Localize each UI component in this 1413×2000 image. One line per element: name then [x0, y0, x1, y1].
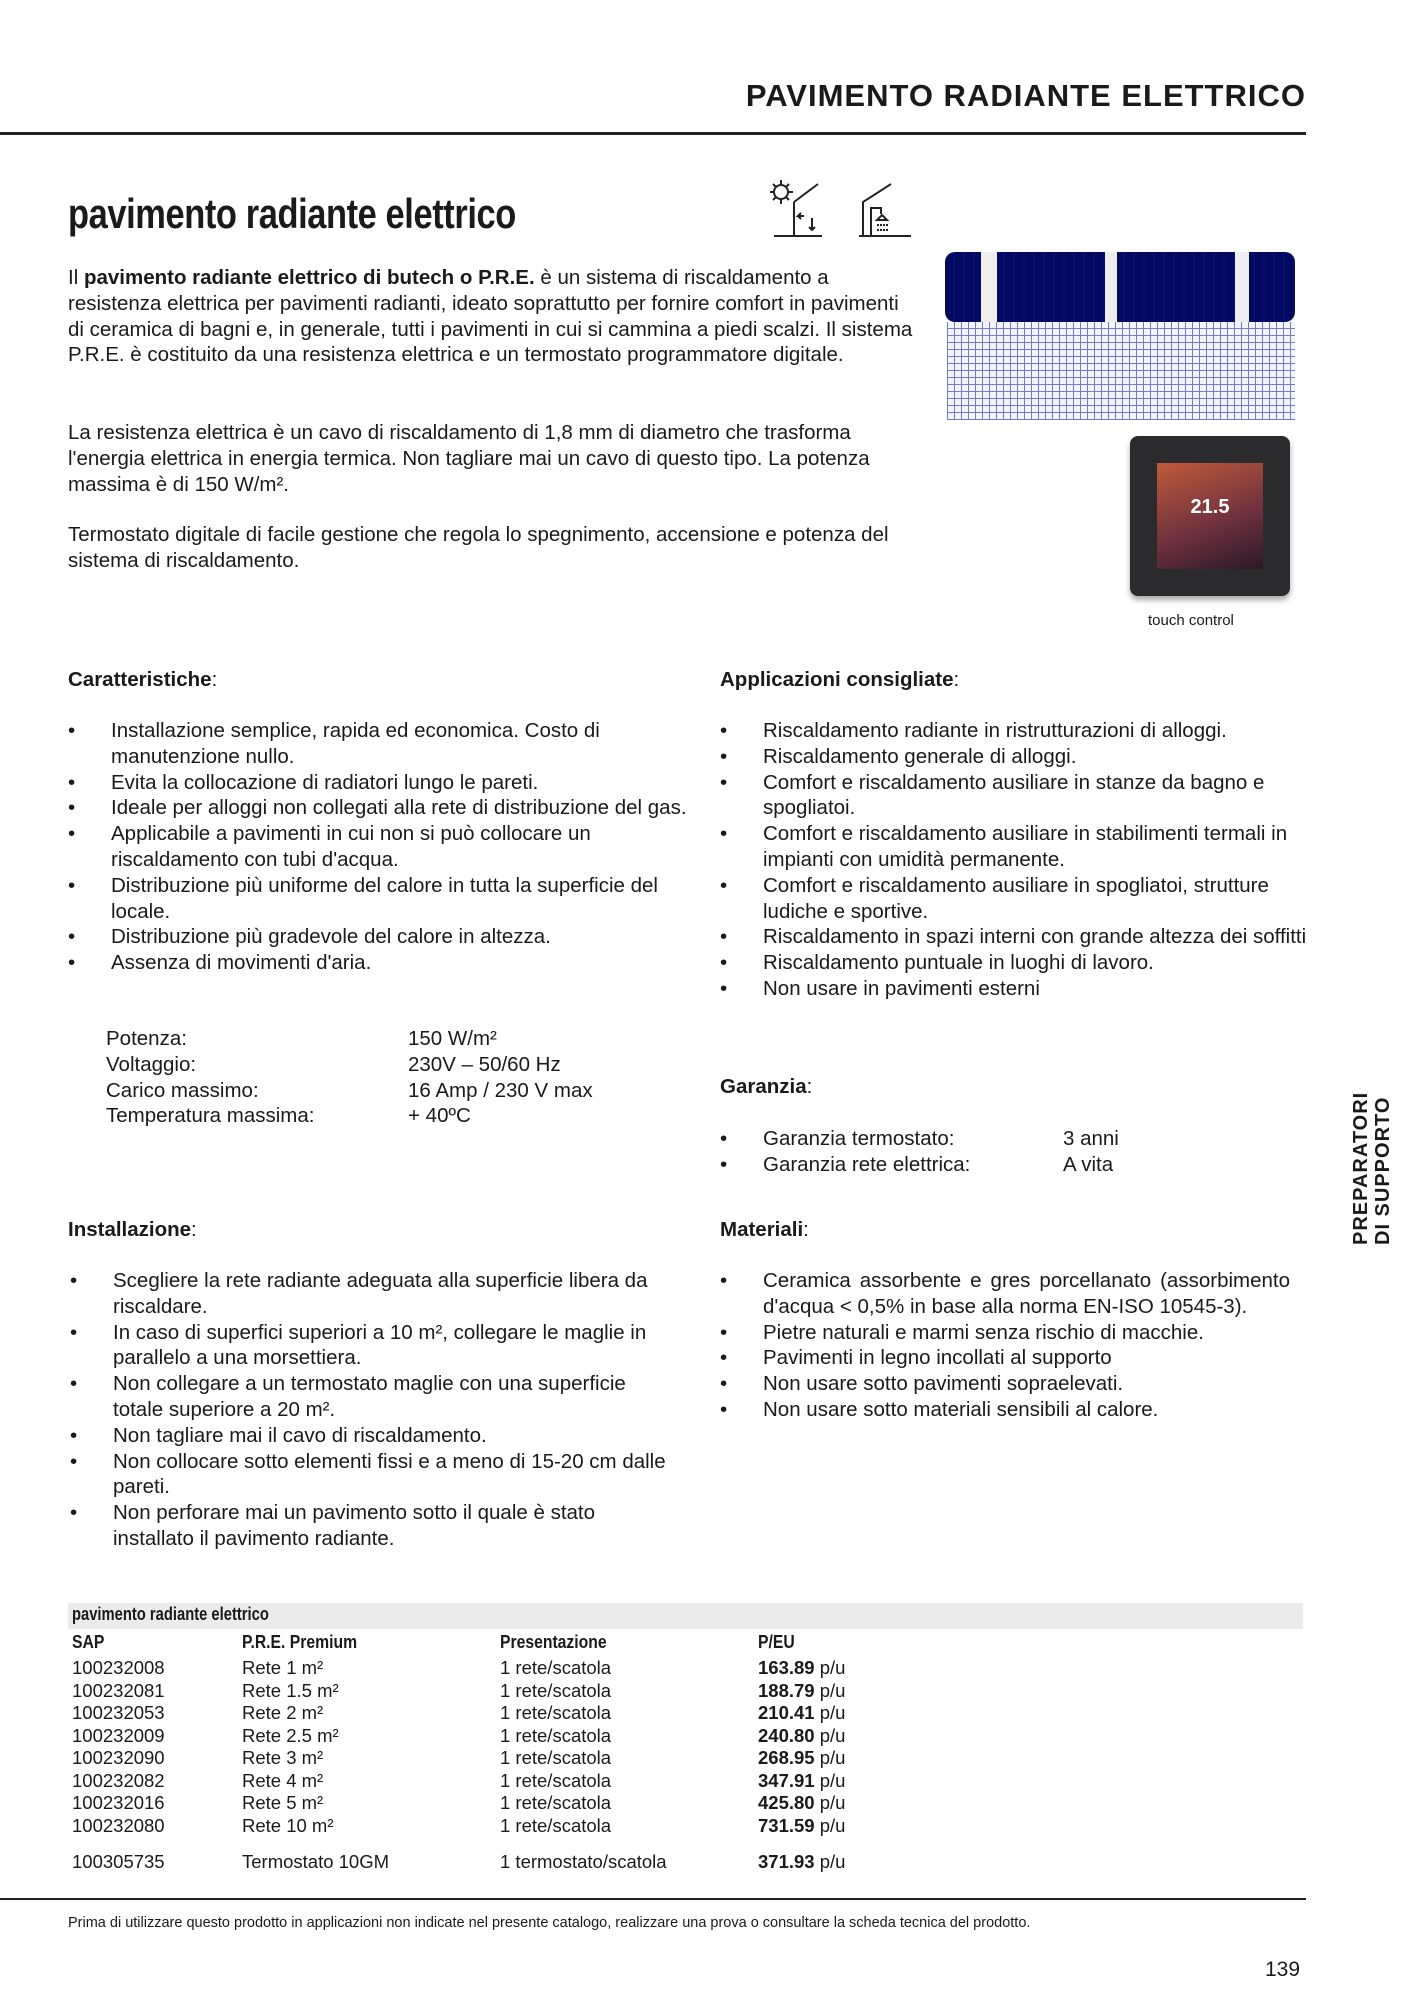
- spec-label: Temperatura massima:: [106, 1104, 315, 1128]
- materiali-list: [720, 1268, 1290, 1423]
- side-tab-line2: DI SUPPORTO: [1372, 1096, 1394, 1245]
- warranty-item: [720, 1152, 1320, 1178]
- cell-sap: 100232080: [72, 1814, 165, 1836]
- list-item: • Scegliere la rete radiante adeguata alla superficie libera da riscaldare.: [70, 1268, 670, 1320]
- cell-product: Rete 5 m²: [242, 1792, 324, 1814]
- cell-sap: 100232016: [72, 1792, 165, 1814]
- page-title: pavimento radiante elettrico: [68, 190, 516, 237]
- cell-price: 371.93: [758, 1851, 815, 1872]
- warranty-value: 3 anni: [1063, 1127, 1119, 1150]
- list-item: • Pietre naturali e marmi senza rischio di macchie.: [720, 1320, 1290, 1346]
- list-item: • Ideale per alloggi non collegati alla rete di distribuzione del gas.: [68, 795, 688, 821]
- header-divider: [0, 132, 1306, 135]
- shower-house-icon: [855, 178, 920, 240]
- cell-price: 731.59: [758, 1814, 815, 1836]
- cell-unit: p/u: [819, 1769, 846, 1791]
- cell-product: Rete 10 m²: [242, 1814, 334, 1836]
- list-item: • Evita la collocazione di radiatori lungo le pareti.: [68, 770, 688, 796]
- intro-paragraph-3: Termostato digitale di facile gestione che regola lo spegnimento, accensione e potenza del sistema di riscaldamento.: [68, 523, 889, 572]
- warranty-label: Garanzia termostato:: [763, 1127, 955, 1150]
- caratteristiche-heading: Caratteristiche:: [68, 668, 218, 691]
- caratteristiche-list: [68, 718, 688, 976]
- list-item: • Non collocare sotto elementi fissi e a meno di 15-20 cm dalle pareti.: [70, 1449, 670, 1501]
- spec-row: [106, 1103, 593, 1129]
- table-row: [72, 1657, 845, 1680]
- cell-presentation: 1 rete/scatola: [500, 1747, 612, 1769]
- intro-paragraph-1: Il pavimento radiante elettrico di butech o P.R.E. è un sistema di riscaldamento a resistenza elettrica per pavimenti radianti, ideato soprattutto per fornire comfort in pavimenti di ceramica di bagni e, in generale, tutti i pavimenti in cui si cammina a piedi scalzi. Il sistema P.R.E. è costituito da una resistenza elettrica e un termostato programmatore digitale.: [68, 266, 913, 367]
- cell-sap: 100232009: [72, 1724, 165, 1746]
- cell-price: 240.80: [758, 1724, 815, 1746]
- cell-price: 347.91: [758, 1769, 815, 1791]
- list-item: • Riscaldamento in spazi interni con grande altezza dei soffitti: [720, 924, 1320, 950]
- list-item: • Comfort e riscaldamento ausiliare in stanze da bagno e spogliatoi.: [720, 770, 1320, 822]
- cell-presentation: 1 termostato/scatola: [500, 1851, 667, 1872]
- list-item: • Non tagliare mai il cavo di riscaldamento.: [70, 1423, 670, 1449]
- list-item: • Pavimenti in legno incollati al supporto: [720, 1345, 1290, 1371]
- warranty-label: Garanzia rete elettrica:: [763, 1152, 971, 1176]
- cell-price: 425.80: [758, 1792, 815, 1814]
- spec-label: Potenza:: [106, 1027, 187, 1050]
- installazione-list: [70, 1268, 670, 1552]
- cell-unit: p/u: [819, 1724, 846, 1746]
- garanzia-heading: Garanzia:: [720, 1075, 813, 1098]
- cell-unit: p/u: [819, 1814, 846, 1836]
- section-header: PAVIMENTO RADIANTE ELETTRICO: [745, 78, 1306, 113]
- spec-value: + 40ºC: [408, 1104, 471, 1128]
- page-number: 139: [1265, 1958, 1301, 1981]
- cell-presentation: 1 rete/scatola: [500, 1679, 612, 1701]
- list-item: • Non collegare a un termostato maglie con una superficie totale superiore a 20 m².: [70, 1371, 670, 1423]
- heating-mat-image: [945, 252, 1295, 420]
- col-presentation: Presentazione: [500, 1631, 607, 1652]
- specs-table: [106, 1026, 593, 1129]
- image-caption: touch control: [1148, 612, 1234, 629]
- cell-sap: 100232081: [72, 1679, 165, 1701]
- applicazioni-list: [720, 718, 1320, 1002]
- spec-value: 150 W/m²: [408, 1027, 497, 1050]
- table-row: [72, 1815, 845, 1838]
- list-item: • Riscaldamento radiante in ristrutturazioni di alloggi.: [720, 718, 1320, 744]
- list-item: • In caso di superfici superiori a 10 m², collegare le maglie in parallelo a una morsettiera.: [70, 1320, 670, 1372]
- spec-label: Carico massimo:: [106, 1078, 259, 1102]
- cell-unit: p/u: [819, 1679, 846, 1701]
- table-row: [72, 1837, 845, 1873]
- cell-price: 163.89: [758, 1657, 815, 1679]
- cell-product: Rete 3 m²: [242, 1747, 324, 1769]
- cell-unit: p/u: [819, 1851, 846, 1872]
- table-row: [72, 1702, 845, 1725]
- cell-price: 268.95: [758, 1747, 815, 1769]
- table-row: [72, 1792, 845, 1815]
- cell-unit: p/u: [819, 1792, 846, 1814]
- garanzia-list: [720, 1126, 1320, 1178]
- list-item: • Ceramica assorbente e gres porcellanato (assorbimento d'acqua < 0,5% in base alla norma EN-ISO 10545-3).: [720, 1268, 1290, 1320]
- warranty-item: [720, 1126, 1320, 1152]
- cell-unit: p/u: [819, 1702, 846, 1724]
- table-row: [72, 1680, 845, 1703]
- installazione-heading: Installazione:: [68, 1218, 197, 1241]
- list-item: • Non perforare mai un pavimento sotto il quale è stato installato il pavimento radiante.: [70, 1500, 670, 1552]
- cell-sap: 100232090: [72, 1747, 165, 1769]
- materiali-heading: Materiali:: [720, 1218, 809, 1241]
- cell-presentation: 1 rete/scatola: [500, 1702, 612, 1724]
- col-price: P/EU: [758, 1631, 795, 1652]
- cell-sap: 100232053: [72, 1702, 165, 1724]
- cell-product: Rete 2.5 m²: [242, 1724, 339, 1746]
- list-item: • Riscaldamento generale di alloggi.: [720, 744, 1320, 770]
- list-item: • Non usare sotto pavimenti sopraelevati.: [720, 1371, 1290, 1397]
- spec-row: [106, 1026, 593, 1052]
- cell-presentation: 1 rete/scatola: [500, 1792, 612, 1814]
- warranty-value: A vita: [1063, 1152, 1114, 1176]
- cell-presentation: 1 rete/scatola: [500, 1724, 612, 1746]
- spec-row: [106, 1052, 593, 1078]
- list-item: • Riscaldamento puntuale in luoghi di lavoro.: [720, 950, 1320, 976]
- thermostat-display: 21.5: [1190, 496, 1230, 518]
- list-item: • Assenza di movimenti d'aria.: [68, 950, 688, 976]
- thermostat-image: [1130, 436, 1290, 596]
- cell-sap: 100305735: [72, 1851, 165, 1872]
- list-item: • Non usare sotto materiali sensibili al calore.: [720, 1397, 1290, 1423]
- list-item: • Non usare in pavimenti esterni: [720, 976, 1320, 1002]
- cell-sap: 100232008: [72, 1657, 165, 1679]
- list-item: • Comfort e riscaldamento ausiliare in stabilimenti termali in impianti con umidità permanente.: [720, 821, 1320, 873]
- cell-sap: 100232082: [72, 1769, 165, 1791]
- list-item: • Installazione semplice, rapida ed economica. Costo di manutenzione nullo.: [68, 718, 688, 770]
- col-product: P.R.E. Premium: [242, 1631, 358, 1652]
- side-tab: [1350, 1092, 1394, 1245]
- cell-product: Rete 1 m²: [242, 1657, 324, 1679]
- price-table: [72, 1627, 845, 1873]
- cell-product: Rete 2 m²: [242, 1702, 324, 1724]
- cell-product: Rete 1.5 m²: [242, 1679, 339, 1701]
- spec-value: 230V – 50/60 Hz: [408, 1052, 561, 1076]
- table-row: [72, 1725, 845, 1748]
- cell-presentation: 1 rete/scatola: [500, 1769, 612, 1791]
- list-item: • Distribuzione più uniforme del calore in tutta la superficie del locale.: [68, 873, 688, 925]
- cell-unit: p/u: [819, 1657, 846, 1679]
- footer-note: Prima di utilizzare questo prodotto in applicazioni non indicate nel presente catalogo, realizzare una prova o consultare la scheda tecnica del prodotto.: [68, 1915, 1031, 1931]
- spec-value: 16 Amp / 230 V max: [408, 1078, 593, 1102]
- list-item: • Distribuzione più gradevole del calore in altezza.: [68, 924, 688, 950]
- cell-price: 210.41: [758, 1702, 815, 1724]
- list-item: • Comfort e riscaldamento ausiliare in spogliatoi, strutture ludiche e sportive.: [720, 873, 1320, 925]
- col-sap: SAP: [72, 1631, 105, 1652]
- cell-presentation: 1 rete/scatola: [500, 1657, 612, 1679]
- cell-price: 188.79: [758, 1679, 815, 1701]
- cell-presentation: 1 rete/scatola: [500, 1814, 612, 1836]
- spec-label: Voltaggio:: [106, 1052, 197, 1076]
- cell-product: Rete 4 m²: [242, 1769, 324, 1791]
- cell-unit: p/u: [819, 1747, 846, 1769]
- table-row: [72, 1747, 845, 1770]
- footer-divider: [0, 1898, 1306, 1900]
- table-title: pavimento radiante elettrico: [72, 1604, 269, 1624]
- list-item: • Applicabile a pavimenti in cui non si può collocare un riscaldamento con tubi d'acqua.: [68, 821, 688, 873]
- cell-product: Termostato 10GM: [242, 1851, 390, 1872]
- table-row: [72, 1770, 845, 1793]
- applicazioni-heading: Applicazioni consigliate:: [720, 668, 960, 691]
- intro-paragraph-2: La resistenza elettrica è un cavo di riscaldamento di 1,8 mm di diametro che trasforma l'energia elettrica in energia termica. Non tagliare mai un cavo di questo tipo. La potenza massima è di 150 W/m².: [68, 421, 870, 496]
- side-tab-line1: PREPARATORI: [1350, 1091, 1372, 1245]
- spec-row: [106, 1078, 593, 1104]
